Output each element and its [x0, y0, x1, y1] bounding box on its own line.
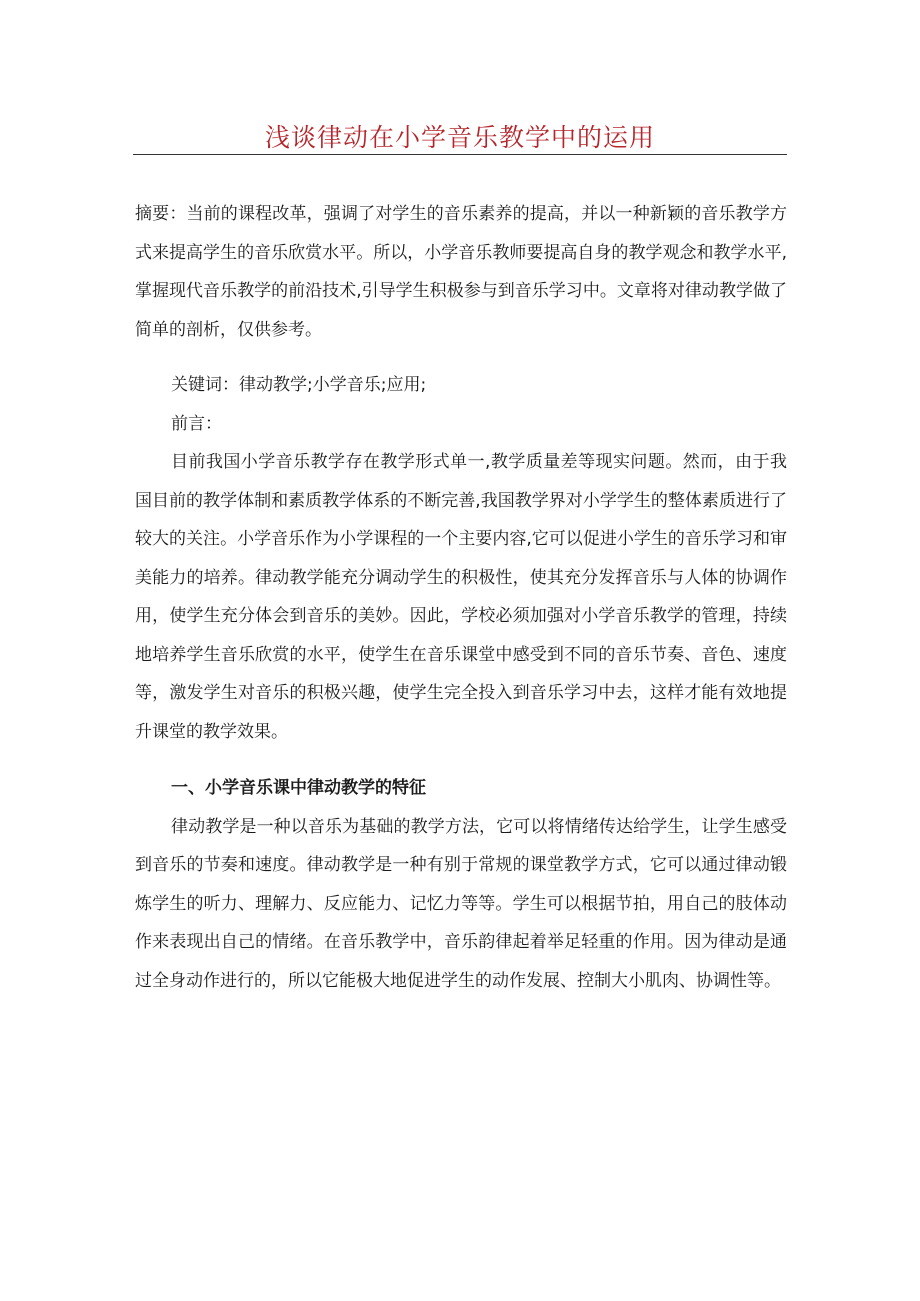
preface-label: 前言： — [171, 413, 222, 434]
document-title: 浅谈律动在小学音乐教学中的运用 — [264, 123, 655, 152]
keywords-line: 关键词：律动教学;小学音乐;应用; — [171, 375, 427, 395]
abstract-paragraph: 摘要：当前的课程改革，强调了对学生的音乐素养的提高，并以一种新颖的音乐教学方式来提高学生的音乐欣赏水平。所以，小学音乐教师要提高自身的教学观念和教学水平,掌握现代音乐教学的前沿技术,引导学生积极参与到音乐学习中。文章将对律动教学做了简单的剖析，仅供参考。 — [135, 204, 787, 340]
section-heading: 一、小学音乐课中律动教学的特征 — [171, 778, 426, 798]
preface-paragraph: 目前我国小学音乐教学存在教学形式单一,教学质量差等现实问题。然而，由于我国目前的教学体制和素质教学体系的不断完善,我国教学界对小学学生的整体素质进行了较大的关注。小学音乐作为小学课程的一个主要内容,它可以促进小学生的音乐学习和审美能力的培养。律动教学能充分调动学生的积极性，使其充分发挥音乐与人体的协调作用，使学生充分体会到音乐的美妙。因此，学校必须加强对小学音乐教学的管理，持续地培养学生音乐欣赏的水平，使学生在音乐课堂中感受到不同的音乐节奏、音色、速度等，激发学生对音乐的积极兴趣，使学生完全投入到音乐学习中去，这样才能有效地提升课堂的教学效果。 — [135, 452, 787, 742]
section-paragraph: 律动教学是一种以音乐为基础的教学方法，它可以将情绪传达给学生，让学生感受到音乐的节奏和速度。律动教学是一种有别于常规的课堂教学方式，它可以通过律动锻炼学生的听力、理解力、反应能力、记忆力等等。学生可以根据节拍，用自己的肢体动作来表现出自己的情绪。在音乐教学中，音乐韵律起着举足轻重的作用。因为律动是通过全身动作进行的，所以它能极大地促进学生的动作发展、控制大小肌肉、协调性等。 — [135, 816, 787, 991]
document-body — [135, 195, 787, 1000]
title-underline — [133, 154, 787, 155]
